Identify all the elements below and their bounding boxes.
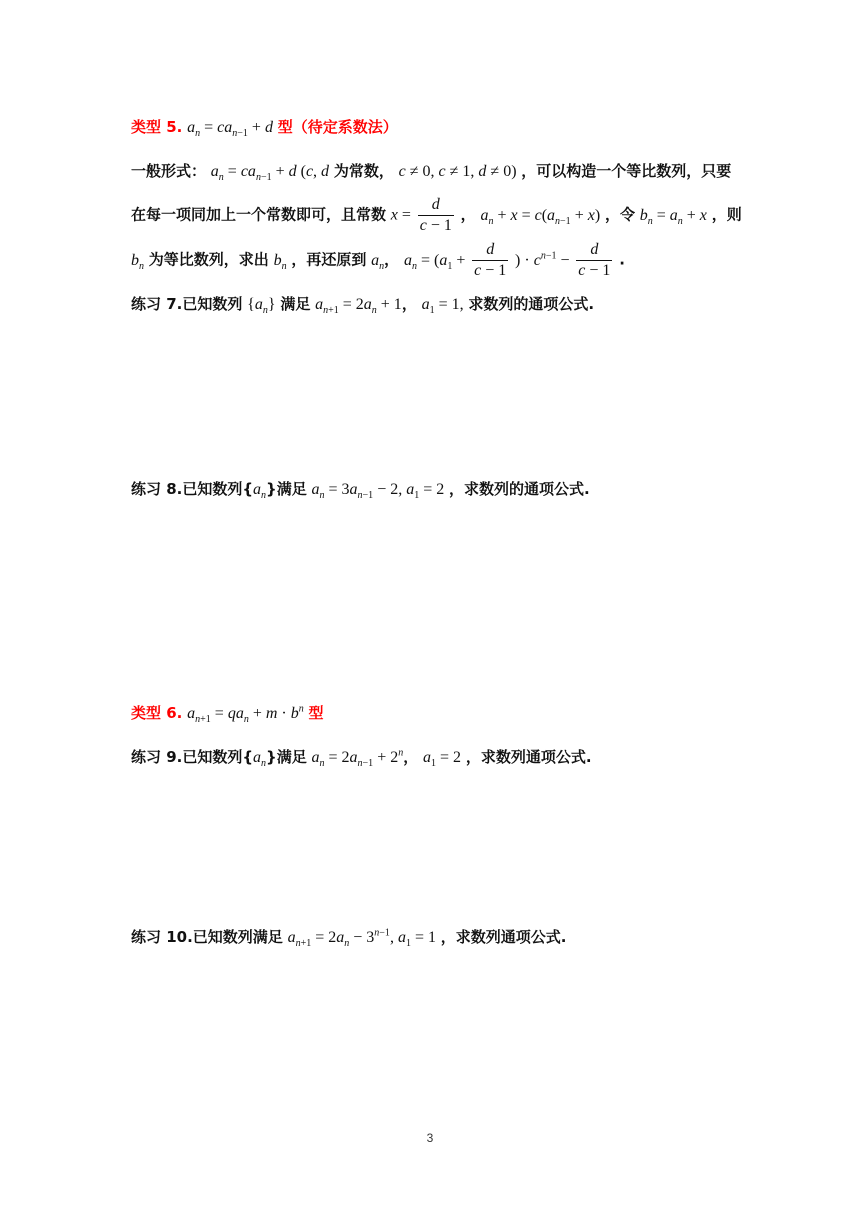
final-frac-2: $\frac{d}{c - 1}$	[578, 241, 611, 279]
general-text-6: 为等比数列，求出	[148, 250, 269, 269]
ex10-text-1: 已知数列满足	[192, 928, 283, 946]
exercise-9: 练习 9.已知数列$\{a_n\}$满足 $a_n = 2a_{n-1} + 2^n$， $a_1 = 2$ ，求数列通项公式.	[131, 747, 592, 770]
ex7-text-2: 满足	[280, 295, 311, 313]
x-def: x =	[390, 206, 411, 224]
general-line-3: $b_n$ 为等比数列，求出 $b_n$ ，再还原到 $a_n$， $a_n = (a_1$ + $\frac{d}{c - 1}$ ) · $c^{n-1}$ − $\frac{d}{c - 1}$ .	[131, 241, 625, 279]
ex9-text-3: ，求数列通项公式.	[465, 748, 592, 766]
general-text-4: ，令	[604, 205, 635, 224]
ex9-formula: $a_n = 2a_{n-1} + 2^n$	[311, 747, 404, 770]
general-text-7: ，再还原到	[291, 250, 367, 269]
general-eq3: $b_n = a_n + x$	[639, 206, 707, 227]
ex8-text-3: ，求数列的通项公式.	[449, 480, 590, 498]
ex7-text-3: 求数列的通项公式.	[468, 295, 595, 313]
ex9-label: 练习 9.	[131, 748, 183, 766]
general-text-5: ，则	[711, 205, 742, 224]
ex8-text-2: }满足	[266, 480, 307, 498]
ex9-text-2: }满足	[266, 748, 307, 766]
general-formula: $a_n = ca_{n-1} + d$ (c, d	[210, 163, 330, 184]
ex8-formula: $a_n = 3a_{n-1} - 2$, $a_1 = 2$	[311, 481, 445, 502]
type5-label: 类型 5.	[131, 118, 183, 136]
general-condition: c ≠ 0, c ≠ 1, d ≠ 0)	[398, 163, 517, 180]
general-final-formula: $a_n = (a_1$ +	[403, 251, 466, 272]
type5-heading	[131, 116, 750, 139]
page-number: 3	[426, 1131, 434, 1145]
exercise-7: 练习 7.已知数列 $\{a_n\}$ 满足 $a_{n+1} = 2a_n + 1$， $a_1 = 1$, 求数列的通项公式.	[131, 295, 595, 317]
x-fraction: $\frac{d}{c - 1}$	[419, 196, 452, 234]
ex9-init: $a_1 = 2$	[423, 749, 462, 770]
ex7-seq: $\{a_n\}$	[247, 296, 276, 317]
general-text-2: ，可以构造一个等比数列，只要	[521, 162, 732, 180]
type6-heading	[131, 702, 750, 725]
ex7-text-1: 已知数列	[182, 295, 243, 313]
type6-formula: $a_{n+1} = qa_n + m \cdot b^n$	[187, 703, 304, 726]
ex8-text-1: 已知数列{	[182, 480, 254, 498]
type5-suffix: 型（待定系数法）	[277, 118, 398, 136]
general-text-3: 在每一项同加上一个常数即可，且常数	[131, 205, 387, 224]
general-text-1: 为常数，	[333, 162, 394, 180]
type5-formula: $a_n = ca_{n-1} + d$	[187, 119, 273, 140]
general-lead: 一般形式：	[131, 162, 207, 180]
ex10-label: 练习 10.	[131, 928, 193, 946]
ex7-formula: $a_{n+1} = 2a_n + 1$	[315, 296, 402, 317]
final-frac-1: $\frac{d}{c - 1}$	[474, 241, 507, 279]
ex7-label: 练习 7.	[131, 295, 183, 313]
exercise-8: 练习 8.已知数列$\{a_n\}$满足 $a_n = 3a_{n-1} - 2$, $a_1 = 2$ ，求数列的通项公式.	[131, 480, 590, 502]
general-line-2: 在每一项同加上一个常数即可，且常数 x = $\frac{d}{c - 1}$ ， $a_n + x = c(a_{n-1} + x)$ ，令 $b_n = a_n + x$ ，则	[131, 196, 742, 234]
general-line-1	[131, 160, 750, 183]
general-eq2: $a_n + x = c(a_{n-1} + x)$	[480, 206, 601, 227]
exercise-10	[131, 926, 750, 949]
type6-suffix: 型	[308, 704, 324, 722]
ex10-text-3: ，求数列通项公式.	[440, 928, 567, 946]
ex10-formula: $a_{n+1} = 2a_n - 3^{n-1}$, $a_1 = 1$	[287, 927, 436, 950]
ex9-text-1: 已知数列{	[182, 748, 254, 766]
ex8-label: 练习 8.	[131, 480, 183, 498]
type6-label: 类型 6.	[131, 704, 183, 722]
ex7-init: $a_1 = 1$,	[421, 296, 464, 317]
